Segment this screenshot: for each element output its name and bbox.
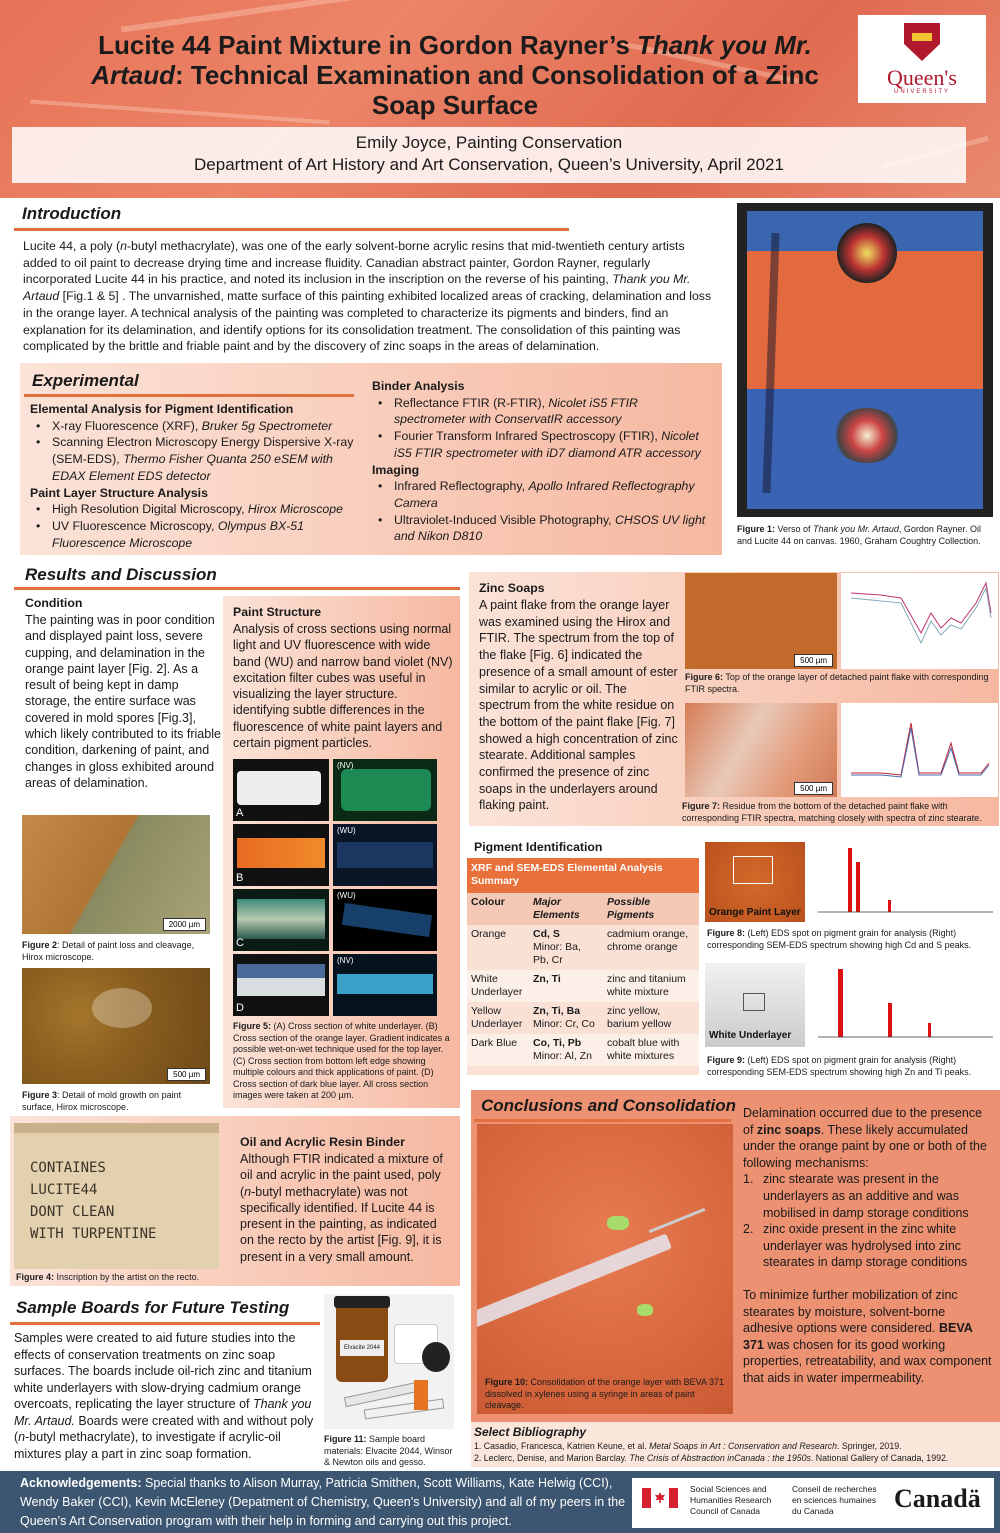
figure-3-caption: Figure 3: Detail of mold growth on paint surface, Hirox microscope. — [22, 1090, 182, 1112]
figure-7-photo — [685, 703, 837, 797]
zinc-soaps-heading: Zinc Soaps — [479, 581, 545, 595]
experimental-right-column — [372, 378, 712, 545]
eds-bar-cd — [848, 848, 852, 912]
results-heading: Results and Discussion — [25, 565, 217, 584]
table-header: Possible Pigments — [607, 896, 655, 921]
figure-9-eds-spectrum — [808, 963, 998, 1047]
list-item: • Reflectance FTIR (R-FTIR), Nicolet iS5 FTIR spectrometer with ConservatIR accessory — [372, 395, 712, 428]
section-rule — [474, 1119, 731, 1122]
conclusions-heading: Conclusions and Consolidation — [481, 1096, 736, 1115]
cross-section-a: A — [233, 759, 329, 821]
paint-structure-text: Analysis of cross sections using normal light and UV fluorescence with wide band (WU) and narrow band violet (NV) excitation filter cubes was useful in visualizing the layer structure. identifying subtle differences in the fluorescence of white paint layers and certain pigment particles. — [233, 622, 453, 751]
table-header: Major Elements — [533, 896, 580, 921]
figure-7-ftir-spectrum — [841, 703, 998, 797]
figure-2-photo — [22, 815, 210, 934]
table-cell: Yellow Underlayer — [471, 1005, 523, 1030]
elvacite-jar — [336, 1300, 388, 1382]
queens-logo: Queen's UNIVERSITY — [858, 15, 986, 103]
cross-section-b: B — [233, 824, 329, 886]
table-cell: Orange — [471, 928, 507, 940]
figure-6-ftir-spectrum — [841, 573, 998, 669]
section-rule — [10, 1322, 320, 1325]
list-item: • Fourier Transform Infrared Spectroscopy (FTIR), Nicolet iS5 FTIR spectrometer with iD7 diamond ATR accessory — [372, 428, 712, 461]
condition-heading: Condition — [25, 596, 83, 610]
table-cell: White Underlayer — [471, 973, 523, 998]
conclusions-text: Delamination occurred due to the presence of zinc soaps. These likely accumulated under the orange paint by one or both of the following mechanisms: 1. zinc stearate was present in the underlayers as an additive and was mobilised in damp storage conditions 2. zinc oxide present in the zinc white underlayer was hydrolysed into zinc stearates in damp storage conditions To minimize further mobilization of zinc stearates by moisture, solvent-borne adhesive options were considered. BEVA 371 was chosen for its good working properties, retreatability, and wax component that aids in water impermeability. — [743, 1106, 992, 1385]
structure-heading: Paint Layer Structure Analysis — [30, 485, 208, 500]
imaging-heading: Imaging — [372, 462, 420, 477]
table-cell: Co, Ti, Pb Minor: Al, Zn — [533, 1037, 592, 1062]
department: Department of Art History and Art Conservation, Queen’s University, April 2021 — [194, 155, 784, 174]
section-rule — [14, 587, 460, 590]
list-item: • Scanning Electron Microscopy Energy Dispersive X-ray (SEM-EDS), Thermo Fisher Quanta 250 eSEM with EDAX Element EDS detector — [30, 434, 360, 484]
list-item: • Infrared Reflectography, Apollo Infrared Reflectography Camera — [372, 478, 712, 511]
bib-entry: 2. Leclerc, Denise, and Marion Barclay. The Crisis of Abstraction inCanada : the 1950s. National Gallery of Canada, 1992. — [474, 1453, 949, 1463]
cross-section-c-uv: (WU) — [333, 889, 437, 951]
figure-8-overlay: Orange Paint Layer — [709, 907, 801, 918]
canada-flag-icon — [642, 1488, 678, 1508]
table-row — [467, 1002, 699, 1034]
list-item: • X-ray Fluorescence (XRF), Bruker 5g Spectrometer — [30, 418, 360, 435]
condition-text: The painting was in poor condition and displayed paint loss, severe cupping, and delamination in the orange paint layer [Fig. 2]. As a result of being kept in damp storage, the entire surface was covered in mold spores [Fig.3], which likely contributed to its friable condition, darkening of paint, and changes in gloss exhibited around areas of delamination. — [25, 613, 221, 790]
table-cell: Dark Blue — [471, 1037, 518, 1049]
eds-bar-s — [856, 862, 860, 912]
table-row — [467, 1034, 699, 1066]
cross-section-d-uv: (NV) — [333, 954, 437, 1016]
table-cell: zinc yellow, barium yellow — [607, 1005, 672, 1030]
table-header: Colour — [471, 896, 505, 908]
eds-bar-zn — [838, 969, 843, 1037]
imaging-list — [372, 478, 712, 545]
table-cell: Zn, Ti — [533, 973, 561, 985]
structure-list — [30, 501, 360, 551]
figure-9-overlay: White Underlayer — [709, 1030, 792, 1041]
figure-6-photo — [685, 573, 837, 669]
figure-10-photo — [477, 1124, 733, 1414]
list-item: • UV Fluorescence Microscopy, Olympus BX-51 Fluorescence Microscope — [30, 518, 360, 551]
crest-icon — [904, 23, 940, 61]
experimental-left-column — [30, 401, 360, 551]
mechanism-list — [743, 1171, 993, 1271]
section-rule — [24, 394, 354, 397]
pigment-table-wrapper — [467, 858, 699, 1075]
figure-10-caption: Figure 10: Consolidation of the orange layer with BEVA 371 dissolved in xylenes using a syringe in areas of paint cleavage. — [485, 1377, 724, 1410]
figure-4-photo — [14, 1123, 219, 1269]
figure-3-photo — [22, 968, 210, 1084]
canada-wordmark: Canadä — [894, 1484, 981, 1513]
figure-8-eds-spectrum — [808, 842, 998, 922]
introduction-text: Lucite 44, a poly (n-butyl methacrylate), was one of the early solvent-borne acrylic resins that mid-twentieth century artists added to oil paint to decrease drying time and increase fluidity. Canadian abstract painter, Gordon Rayner, regularly incorporated Lucite 44 in his practice, and noted its inclusion in the inscription on the reverse of his painting, Thank you Mr. Artaud [Fig.1 & 5] . The unvarnished, matte surface of this painting exhibited localized areas of cracking, delamination and loss in the orange layer. A technical analysis of the painting was completed to characterize its pigments and binders, find an explanation for its delamination, and identify options for its consolidation treatment. The consolidation of this painting was complicated by the brittle and friable paint and by the discovery of zinc soaps in the areas of delamination. — [23, 239, 712, 354]
figure-5-caption: Figure 5: (A) Cross section of white underlayer. (B) Cross section of the orange layer. Gradient indicates a possible wet-on-wet technique used for the top layer. (C) Cross section from bottom left edge showing multiple colours and thick applications of paint. (D) Cross section of dark blue layer. All cross section images were taken at 200 µm. — [233, 1021, 450, 1100]
figure-4-caption: Figure 4: Inscription by the artist on the recto. — [16, 1272, 200, 1282]
author-box — [12, 127, 966, 183]
table-row — [467, 925, 699, 970]
elemental-list — [30, 418, 360, 485]
table-row — [467, 970, 699, 1002]
cross-section-b-uv: (WU) — [333, 824, 437, 886]
figure-7-caption: Figure 7: Residue from the bottom of the detached paint flake with corresponding FTIR spectra, matching closely with spectra of zinc stearate. — [682, 801, 982, 823]
figure-11-caption: Figure 11: Sample board materials: Elvacite 2044, Winsor & Newton oils and gesso. — [324, 1434, 453, 1467]
sshrc-english: Social Sciences and Humanities Research Council of Canada — [690, 1484, 772, 1516]
bib-entry: 1. Casadio, Francesca, Katrien Keune, et al. Metal Soaps in Art : Conservation and Research. Springer, 2019. — [474, 1441, 902, 1451]
table-cell: Cd, S Minor: Ba, Pb, Cr — [533, 928, 581, 966]
table-cell: cobalt blue with white mixtures — [607, 1037, 680, 1062]
figure-2-caption: Figure 2: Detail of paint loss and cleavage, Hirox microscope. — [22, 940, 195, 962]
binder-heading: Oil and Acrylic Resin Binder — [240, 1135, 405, 1149]
eds-bar-ti — [888, 1003, 892, 1037]
samples-heading: Sample Boards for Future Testing — [16, 1298, 290, 1317]
introduction-heading: Introduction — [22, 204, 122, 223]
figure-6-caption: Figure 6: Top of the orange layer of detached paint flake with corresponding FTIR spectra. — [685, 672, 989, 694]
pigment-heading: Pigment Identification — [474, 840, 603, 854]
scale-bar: 500 µm — [794, 782, 833, 795]
scale-bar: 500 µm — [794, 654, 833, 667]
sshrc-french: Conseil de recherches en sciences humaines du Canada — [792, 1484, 877, 1516]
section-rule — [14, 228, 569, 231]
figure-9-caption: Figure 9: (Left) EDS spot on pigment grain for analysis (Right) corresponding SEM-EDS spectrum showing high Zn and Ti peaks. — [707, 1055, 972, 1077]
binder-list — [372, 395, 712, 462]
elemental-heading: Elemental Analysis for Pigment Identification — [30, 402, 294, 416]
cross-section-a-uv: (NV) — [333, 759, 437, 821]
figure-8-photo — [705, 842, 805, 922]
cross-section-c: C — [233, 889, 329, 951]
eds-bar-minor — [888, 900, 891, 912]
inscription-text: CONTAINES LUCITE44 DONT CLEAN WITH TURPENTINE — [30, 1160, 157, 1242]
binder-text: Although FTIR indicated a mixture of oil and acrylic in the paint used, poly (n-butyl methacrylate) was not specifically identified. If Lucite 44 is present in the painting, as indicated on the recto by the artist [Fig. 9], it is present in a very small amount. — [240, 1152, 443, 1264]
figure-8-caption: Figure 8: (Left) EDS spot on pigment grain for analysis (Right) corresponding SEM-EDS spectrum showing high Cd and S peaks. — [707, 928, 972, 950]
table-cell: zinc and titanium white mixture — [607, 973, 686, 998]
poster-title: Lucite 44 Paint Mixture in Gordon Rayner’s Thank you Mr. Artaud: Technical Examination and Consolidation of a Zinc Soap Surface — [91, 30, 819, 120]
sshrc-logo — [632, 1478, 994, 1528]
cross-section-d: D — [233, 954, 329, 1016]
scale-bar: 2000 µm — [163, 918, 206, 931]
binder-heading: Binder Analysis — [372, 379, 465, 393]
paint-structure-heading: Paint Structure — [233, 605, 322, 619]
pigment-table — [467, 893, 699, 1066]
samples-text: Samples were created to aid future studies into the effects of conservation treatments on zinc soap surfaces. The boards include oil-rich zinc and titanium white underlayers with slow-drying cadmium orange overcoats, replicating the layer structure of Thank you Mr. Artaud. Boards were created with and without poly (n-butyl methacrylate), to investigate if acrylic-oil mixtures play a part in zinc soap formation. — [14, 1331, 314, 1461]
mechanism-item: 2. zinc oxide present in the zinc white underlayer was hydrolysed into zinc stearates in damp storage conditions — [743, 1222, 968, 1270]
list-item: • High Resolution Digital Microscopy, Hirox Microscope — [30, 501, 360, 518]
figure-9-photo — [705, 963, 805, 1047]
acknowledgements-text: Acknowledgements: Special thanks to Alison Murray, Patricia Smithen, Scott Williams, Kate Helwig (CCI), Wendy Baker (CCI), Kevin McEleney (Depatment of Chemistry, Queen’s University) and all of my peers in the Queen’s Art Conservation program with their help in forming and carrying out this project. — [20, 1476, 626, 1528]
table-cell: cadmium orange, chrome orange — [607, 928, 689, 953]
jar-label: Elvacite 2044 — [340, 1340, 384, 1356]
zinc-soaps-text: A paint flake from the orange layer was examined using the Hirox and FTIR. The spectrum from the top of the flake [Fig. 6] indicated the presence of a small amount of ester similar to acrylic or oil. The spectrum from the white residue on the bottom of the paint flake [Fig. 7] showed a high concentration of zinc stearate. Additional samples confirmed the presence of zinc soaps in the underlayers around flaking paint. — [479, 598, 678, 813]
table-title: XRF and SEM-EDS Elemental Analysis Summary — [467, 858, 699, 893]
bibliography-list — [474, 1440, 994, 1464]
experimental-heading: Experimental — [32, 371, 139, 390]
figure-1-caption: Figure 1: Verso of Thank you Mr. Artaud, Gordon Rayner. Oil and Lucite 44 on canvas. 1960, Graham Coughtry Collection. — [737, 524, 981, 546]
mechanism-item: 1. zinc stearate was present in the underlayers as an additive and was mobilised in damp storage conditions — [743, 1172, 969, 1220]
bibliography-heading: Select Bibliography — [474, 1425, 587, 1439]
eds-bar-minor — [928, 1023, 931, 1037]
scale-bar: 500 µm — [167, 1068, 206, 1081]
figure-11-photo — [324, 1294, 454, 1429]
table-cell: Zn, Ti, Ba Minor: Cr, Co — [533, 1005, 595, 1030]
list-item: • Ultraviolet-Induced Visible Photography, CHSOS UV light and Nikon D810 — [372, 512, 712, 545]
figure-1-painting — [737, 203, 993, 517]
author-name: Emily Joyce, Painting Conservation — [355, 133, 623, 152]
